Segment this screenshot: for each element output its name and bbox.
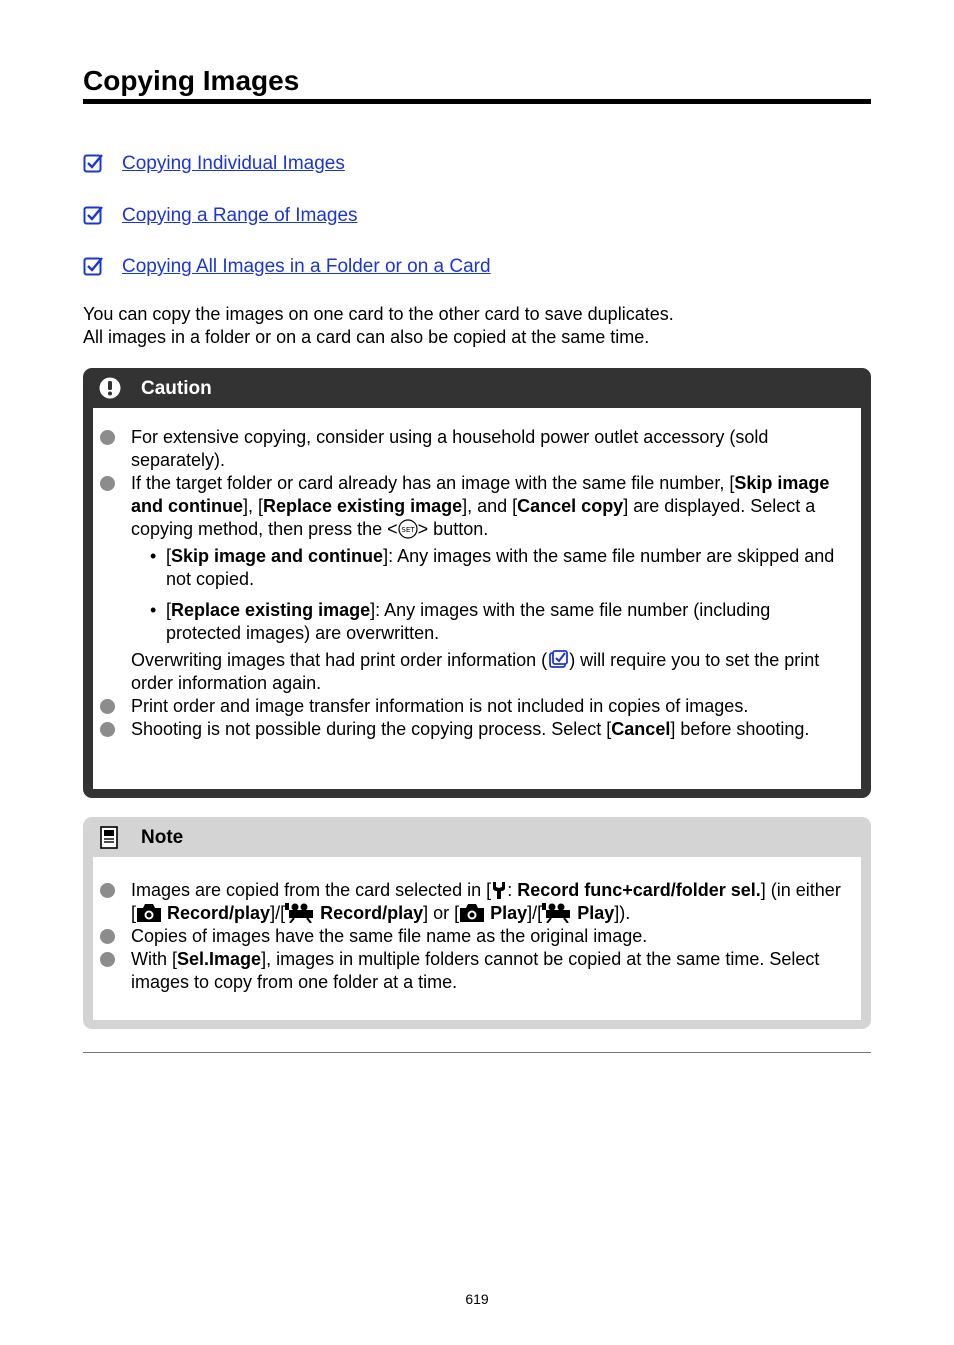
link-item [83, 202, 491, 254]
camera-icon [136, 903, 162, 923]
list-item: For extensive copying, consider using a household power outlet accessory (sold separately). [131, 426, 841, 472]
svg-text:SET: SET [401, 526, 415, 534]
bullet-icon [100, 952, 115, 967]
wrench-icon [491, 880, 507, 900]
note-items [131, 879, 841, 994]
checkbox-icon [83, 153, 104, 174]
item-continuation: Overwriting images that had print order information ( ) will require you to set the print order information again. [131, 650, 820, 693]
link-item [83, 150, 491, 202]
bullet-icon [100, 722, 115, 737]
intro-line-2: All images in a folder or on a card can also be copied at the same time. [83, 327, 650, 347]
note-title: Note [141, 827, 184, 848]
list-item: If the target folder or card already has an image with the same file number, [Skip image and continue], [Replace existing image], and [Cancel copy] are displayed. Select a copying method, then press the < SET > button. • [Skip image and continue]: Any images with the same file number are skipped and not copied. • [Replace existing image]: Any images with the same file number (including protected images) are overwritten. Overwriting images that had print order information ( ) will require you to set the print order information again. [131, 472, 841, 695]
caution-icon [99, 377, 121, 399]
bullet-icon [100, 883, 115, 898]
caution-body [93, 408, 861, 789]
checkbox-icon [83, 205, 104, 226]
caution-header [83, 368, 871, 408]
list-item: Copies of images have the same file name as the original image. [131, 925, 841, 948]
list-item: Print order and image transfer information is not included in copies of images. [131, 695, 841, 718]
title-rule [83, 99, 871, 104]
bullet-icon [100, 430, 115, 445]
page-number: 619 [465, 1291, 489, 1307]
set-button-icon [398, 519, 418, 539]
note-header [83, 817, 871, 857]
bullet-icon [100, 699, 115, 714]
movie-camera-icon [542, 903, 572, 923]
note-box [83, 817, 871, 1029]
section-links [83, 150, 491, 305]
bullet-icon [100, 476, 115, 491]
intro-paragraph [83, 303, 863, 349]
note-body [93, 857, 861, 1020]
link-copying-individual-images[interactable]: Copying Individual Images [122, 153, 345, 174]
list-item: With [Sel.Image], images in multiple folders cannot be copied at the same time. Select images to copy from one folder at a time. [131, 948, 841, 994]
note-icon [99, 826, 119, 850]
camera-icon [459, 903, 485, 923]
bullet-icon [100, 929, 115, 944]
caution-items [131, 426, 841, 741]
sub-item: • [Skip image and continue]: Any images with the same file number are skipped and not copied. [150, 546, 835, 589]
print-order-icon [547, 650, 569, 670]
movie-camera-icon [285, 903, 315, 923]
checkbox-icon [83, 256, 104, 277]
sub-item: • [Replace existing image]: Any images with the same file number (including protected images) are overwritten. [150, 600, 771, 643]
link-copying-all-images[interactable]: Copying All Images in a Folder or on a Card [122, 256, 491, 277]
list-item: Images are copied from the card selected in [ : Record func+card/folder sel.] (in either [ Record/play]/[ Record/play] or [ Play]/[ Play]). [131, 879, 841, 925]
bottom-rule [83, 1052, 871, 1053]
page-title: Copying Images [83, 65, 300, 96]
caution-box [83, 368, 871, 798]
link-copying-range-of-images[interactable]: Copying a Range of Images [122, 204, 358, 226]
link-item [83, 253, 491, 305]
caution-title: Caution [141, 378, 212, 399]
intro-line-1: You can copy the images on one card to the other card to save duplicates. [83, 304, 674, 324]
list-item: Shooting is not possible during the copying process. Select [Cancel] before shooting. [131, 718, 841, 741]
